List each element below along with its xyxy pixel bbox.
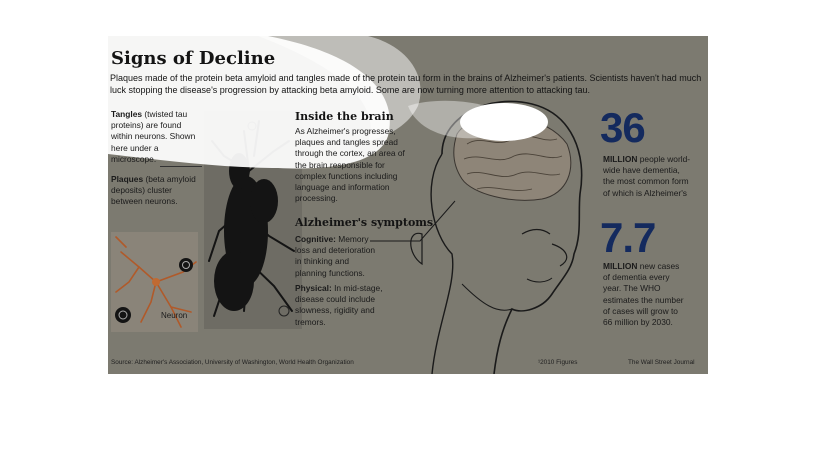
publisher-credit: The Wall Street Journal [628,359,695,366]
stat-36-caption [603,154,693,199]
tangles-term: Tangles [111,109,143,119]
symptoms-heading: Alzheimer's symptoms [295,216,434,229]
plaques-term: Plaques [111,174,144,184]
stat-36-number: 36 [600,104,645,151]
source-line: Source: Alzheimer's Association, University of Washington, World Health Organization [111,359,354,366]
infographic-panel [108,36,708,374]
graphic-title: Signs of Decline [111,48,276,69]
stat-7-7-caption [603,261,687,328]
plaques-caption [111,174,199,208]
inside-brain-text: As Alzheimer's progresses, plaques and tangles spread through the cortex, an area of the brain responsible for complex functions including language and information processing. [295,126,405,204]
physical-caption [295,283,387,328]
tangles-text: (twisted tau proteins) are found within neurons. Shown here under a microscope. [111,109,196,164]
tangles-caption [111,109,201,165]
stat-36-bold: MILLION [603,154,638,164]
physical-term: Physical: [295,283,332,293]
cognitive-term: Cognitive: [295,234,336,244]
figures-credit: ¹2010 Figures [538,359,578,366]
cognitive-caption [295,234,377,279]
stat-7-7-number: 7.7 [600,214,656,261]
stat-7-7-bold: MILLION [603,261,638,271]
tangles-pointer-line [160,166,202,167]
physical-text: In mid-stage, disease could include slowness, rigidity and tremors. [295,283,383,327]
plaques-text: (beta amyloid deposits) cluster between neurons. [111,174,196,207]
stat-36-text: people world-wide have dementia, the most common form of which is Alzheimer's [603,154,691,198]
neuron-label: Neuron [161,311,188,320]
stat-7-7-text: new cases of dementia every year. The WHO estimates the number of cases will grow to 66 million by 2030. [603,261,684,328]
inside-brain-heading: Inside the brain [295,110,394,123]
cognitive-text: Memory loss and deterioration in thinking and planning functions. [295,234,376,278]
graphic-subtitle: Plaques made of the protein beta amyloid and tangles made of the protein tau form in the brains of Alzheimer's patients. Scientists haven't had much luck stopping the disease's progression by attacking beta amyloid. Some are now turning more attention to attacking tau. [110,73,702,95]
